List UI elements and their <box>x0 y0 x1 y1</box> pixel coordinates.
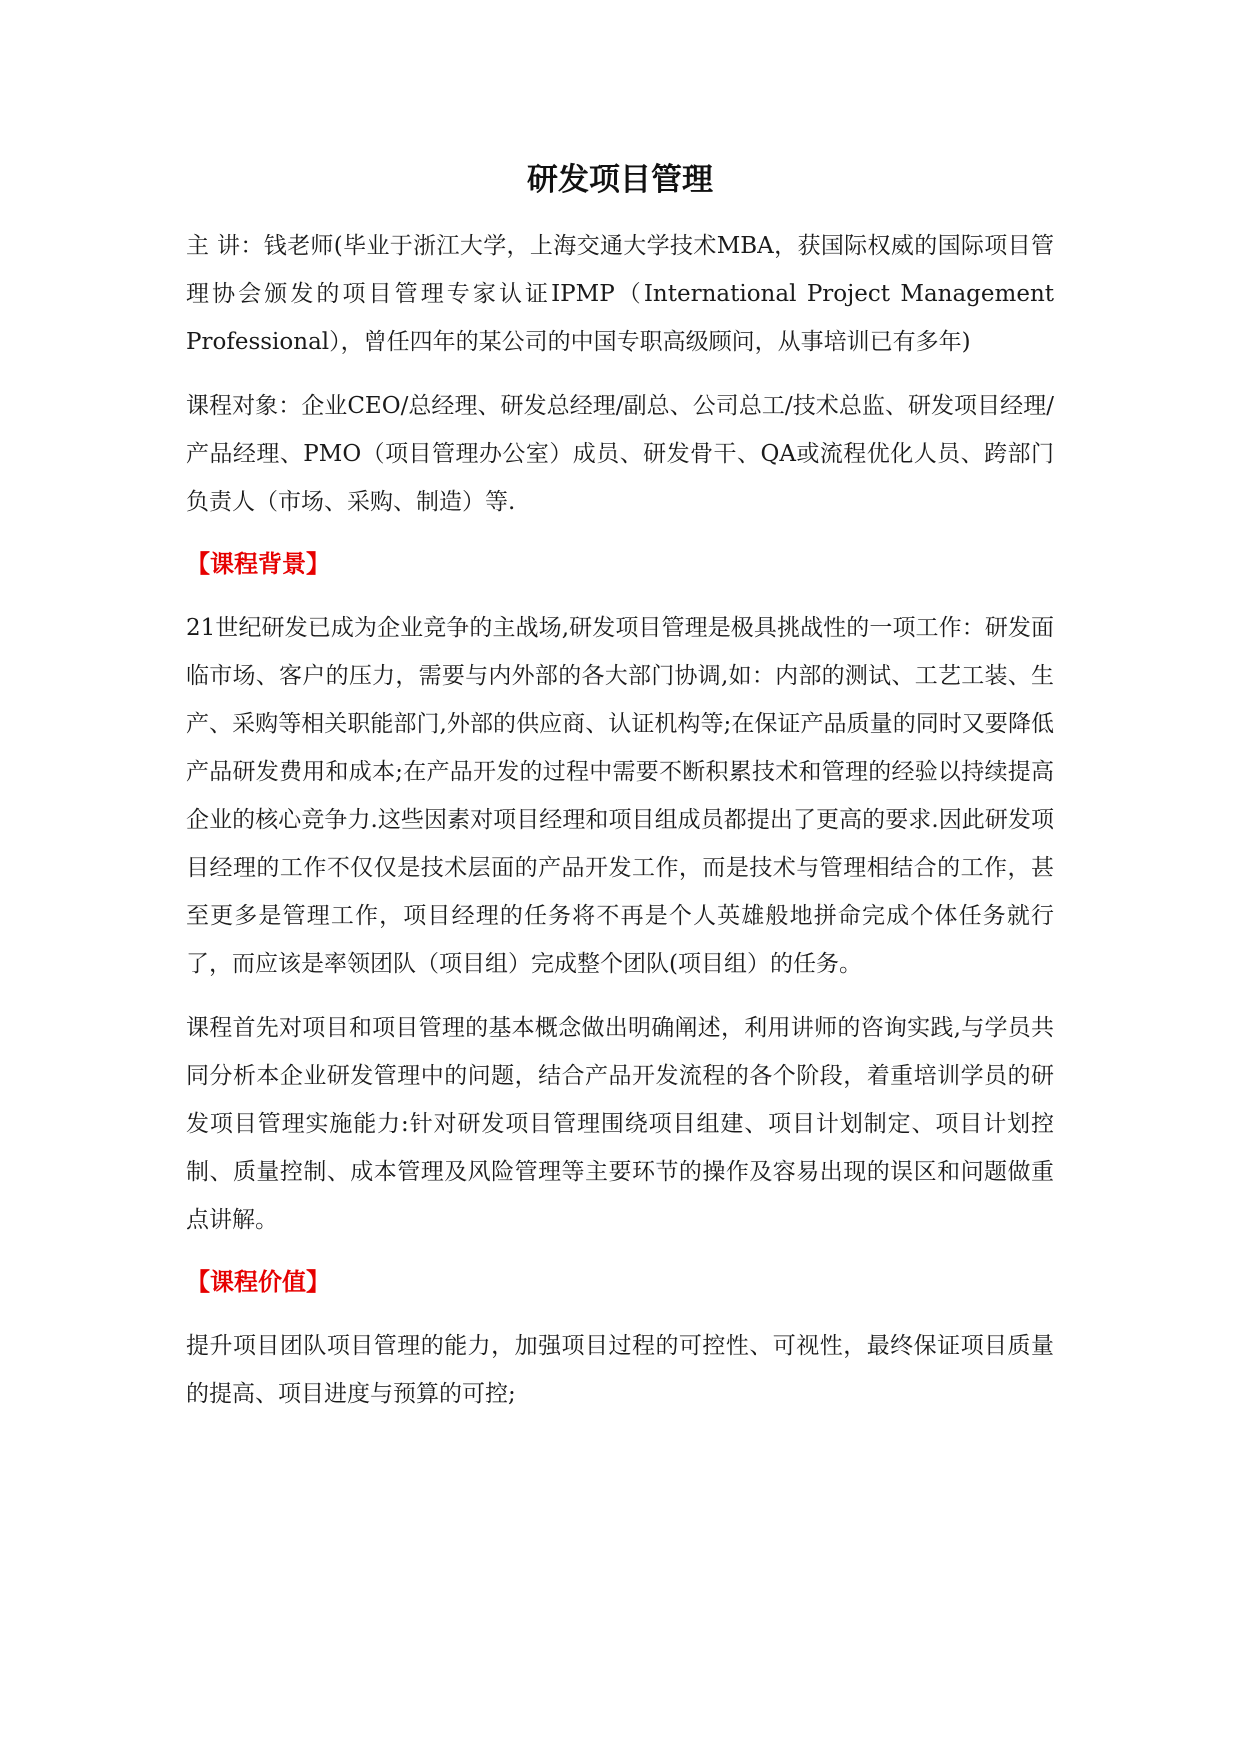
document-page <box>186 158 1054 1434</box>
document-title: 研发项目管理 <box>527 162 713 198</box>
instructor-paragraph: 主 讲：钱老师(毕业于浙江大学，上海交通大学技术MBA，获国际权威的国际项目管理协会颁发的项目管理专家认证IPMP（International Project Management Professional），曾任四年的某公司的中国专职高级顾问，从事培训已有多年) <box>186 233 1054 355</box>
background-paragraph-1: 21世纪研发已成为企业竞争的主战场,研发项目管理是极具挑战性的一项工作：研发面临市场、客户的压力，需要与内外部的各大部门协调,如：内部的测试、工艺工装、生产、采购等相关职能部门,外部的供应商、认证机构等;在保证产品质量的同时又要降低产品研发费用和成本;在产品开发的过程中需要不断积累技术和管理的经验以持续提高企业的核心竞争力.这些因素对项目经理和项目组成员都提出了更高的要求.因此研发项目经理的工作不仅仅是技术层面的产品开发工作，而是技术与管理相结合的工作，甚至更多是管理工作，项目经理的任务将不再是个人英雄般地拼命完成个体任务就行了，而应该是率领团队（项目组）完成整个团队(项目组）的任务。 <box>186 615 1054 977</box>
background-paragraph-2: 课程首先对项目和项目管理的基本概念做出明确阐述，利用讲师的咨询实践,与学员共同分析本企业研发管理中的问题，结合产品开发流程的各个阶段，着重培训学员的研发项目管理实施能力:针对研发项目管理围绕项目组建、项目计划制定、项目计划控制、质量控制、成本管理及风险管理等主要环节的操作及容易出现的误区和问题做重点讲解。 <box>186 1015 1054 1233</box>
value-heading: 【课程价值】 <box>186 1268 330 1296</box>
value-paragraph-1: 提升项目团队项目管理的能力，加强项目过程的可控性、可视性，最终保证项目质量的提高、项目进度与预算的可控; <box>186 1333 1054 1407</box>
audience-paragraph: 课程对象：企业CEO/总经理、研发总经理/副总、公司总工/技术总监、研发项目经理/产品经理、PMO（项目管理办公室）成员、研发骨干、QA或流程优化人员、跨部门负责人（市场、采购、制造）等. <box>186 393 1054 515</box>
background-heading: 【课程背景】 <box>186 550 330 578</box>
